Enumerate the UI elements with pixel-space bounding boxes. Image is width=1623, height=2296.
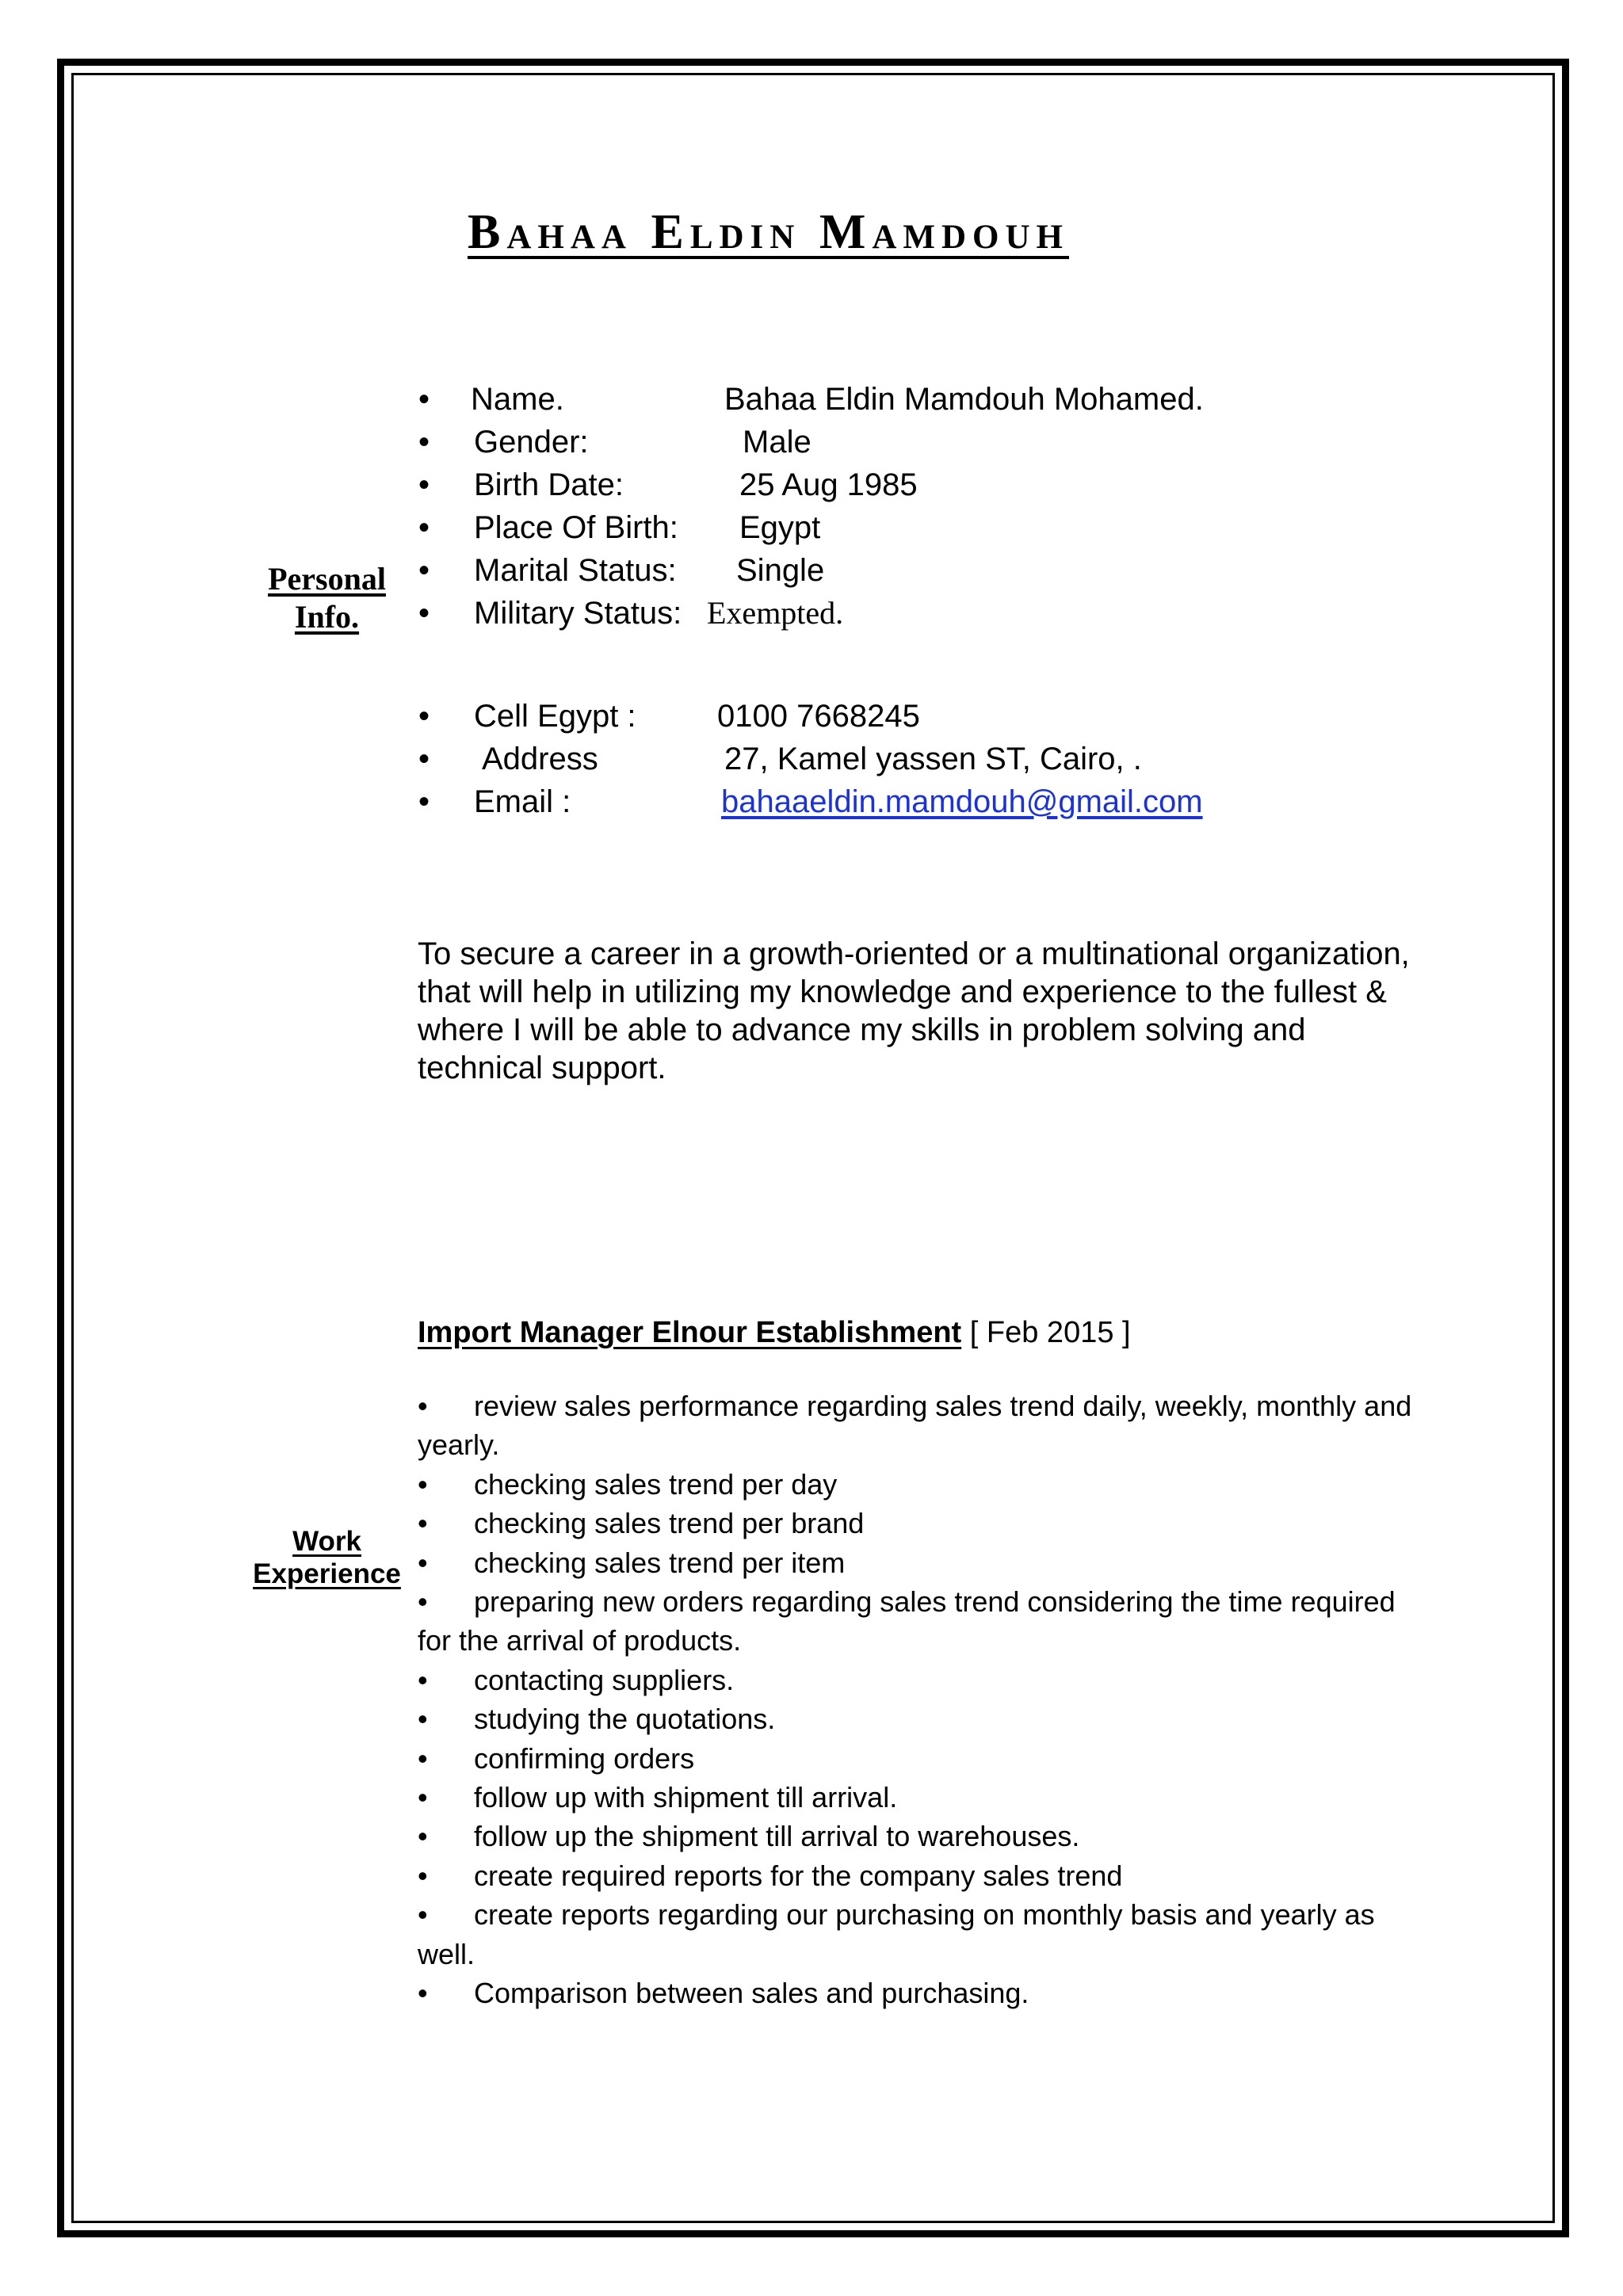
duty-text: checking sales trend per day	[474, 1467, 838, 1501]
section-label-work-experience: Work Experience	[253, 1526, 401, 1589]
contact-label: Cell Egypt :	[474, 699, 636, 734]
bullet-icon	[418, 1778, 474, 1817]
bullet-icon	[418, 421, 430, 463]
duty-text: checking sales trend per item	[474, 1546, 846, 1579]
list-item	[418, 1504, 1416, 1543]
bullet-icon	[418, 1739, 474, 1778]
info-value: Single	[736, 553, 825, 588]
job-heading	[418, 1311, 1131, 1354]
info-row-marital-status	[0, 549, 1623, 592]
bullet-icon	[418, 1386, 474, 1425]
info-label: Gender:	[474, 425, 589, 460]
duty-text: studying the quotations.	[474, 1703, 776, 1736]
contact-label: Email :	[474, 784, 571, 819]
info-row-place-of-birth	[0, 506, 1623, 549]
bullet-icon	[418, 592, 430, 635]
duty-text: preparing new orders regarding sales trend considering the time required for the arrival of products.	[418, 1585, 1396, 1657]
bullet-icon	[418, 1661, 474, 1699]
contact-value-phone: 0100 7668245	[717, 699, 920, 734]
career-objective: To secure a career in a growth-oriented or a multinational organization, that will help in utilizing my knowledge and experience to the fullest & where I will be able to advance my skills in problem solving and technical support.	[418, 936, 1410, 1085]
list-item	[418, 1465, 1416, 1504]
duty-text: checking sales trend per brand	[474, 1507, 865, 1540]
bullet-icon	[418, 1974, 474, 2012]
list-item	[418, 1895, 1416, 1974]
bullet-icon	[418, 695, 430, 738]
info-row-name	[0, 378, 1623, 421]
list-item	[418, 1543, 1416, 1582]
info-value: Exempted.	[707, 595, 844, 631]
bullet-icon	[418, 506, 430, 549]
list-item	[418, 1974, 1416, 2012]
info-row-birth-date	[0, 463, 1623, 506]
contact-value-address: 27, Kamel yassen ST, Cairo, .	[724, 742, 1142, 776]
list-item	[418, 1739, 1416, 1778]
duty-text: Comparison between sales and purchasing.	[474, 1977, 1029, 2010]
list-item	[418, 1699, 1416, 1738]
bullet-icon	[418, 738, 430, 780]
job-title: Import Manager Elnour Establishment	[418, 1316, 962, 1349]
contact-label: Address	[482, 742, 598, 776]
list-item	[418, 1582, 1416, 1661]
info-value: Bahaa Eldin Mamdouh Mohamed.	[724, 382, 1204, 417]
bullet-icon	[418, 1465, 474, 1504]
bullet-icon	[418, 1543, 474, 1582]
bullet-icon	[418, 1895, 474, 1934]
bullet-icon	[418, 1582, 474, 1621]
info-label: Name.	[471, 382, 564, 417]
duties-list	[418, 1386, 1416, 2013]
info-label: Birth Date:	[474, 467, 624, 502]
resume-name-title: Bahaa Eldin Mamdouh	[468, 205, 1069, 259]
bullet-icon	[418, 1504, 474, 1543]
list-item	[418, 1817, 1416, 1855]
duty-text: confirming orders	[474, 1741, 695, 1775]
info-row-gender	[0, 421, 1623, 463]
list-item	[418, 1856, 1416, 1895]
contact-row-email	[0, 780, 1623, 823]
section-label-personal-info: Personal Info.	[268, 561, 386, 635]
job-date: [ Feb 2015 ]	[969, 1316, 1131, 1349]
list-item	[418, 1661, 1416, 1699]
bullet-icon	[418, 1817, 474, 1855]
duty-text: follow up with shipment till arrival.	[474, 1781, 898, 1814]
duty-text: review sales performance regarding sales trend daily, weekly, monthly and yearly.	[418, 1390, 1412, 1462]
bullet-icon	[418, 1699, 474, 1738]
contact-row-address	[0, 738, 1623, 780]
bullet-icon	[418, 780, 430, 823]
bullet-icon	[418, 378, 430, 421]
info-label: Military Status:	[474, 596, 682, 631]
info-row-military-status	[0, 592, 1623, 635]
duty-text: create required reports for the company sales trend	[474, 1859, 1123, 1892]
info-value: 25 Aug 1985	[739, 467, 918, 502]
list-item	[418, 1778, 1416, 1817]
info-value: Egypt	[739, 510, 821, 545]
bullet-icon	[418, 1856, 474, 1895]
info-label: Marital Status:	[474, 553, 677, 588]
info-value: Male	[743, 425, 812, 460]
info-label: Place Of Birth:	[474, 510, 678, 545]
list-item	[418, 1386, 1416, 1465]
duty-text: contacting suppliers.	[474, 1663, 735, 1696]
duty-text: follow up the shipment till arrival to warehouses.	[474, 1820, 1080, 1853]
contact-row-cell	[0, 695, 1623, 738]
bullet-icon	[418, 549, 430, 592]
duty-text: create reports regarding our purchasing on monthly basis and yearly as well.	[418, 1898, 1375, 1970]
bullet-icon	[418, 463, 430, 506]
email-link[interactable]: bahaaeldin.mamdouh@gmail.com	[721, 784, 1203, 819]
